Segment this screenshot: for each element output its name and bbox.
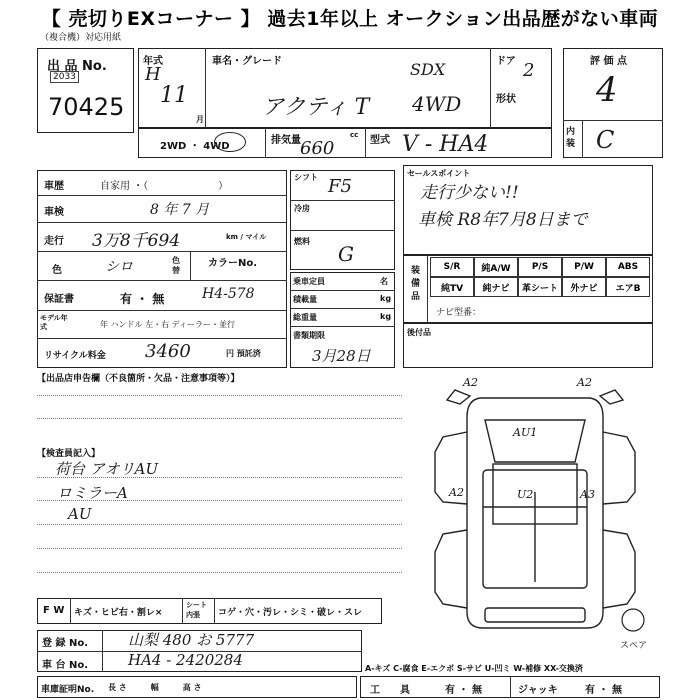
passengers-unit: 名 [380, 277, 388, 286]
ac-label: 冷房 [294, 204, 310, 213]
color-value: シロ [105, 259, 133, 275]
mileage-label: 走行 [44, 236, 64, 247]
jack-value: 有 ・ 無 [585, 685, 622, 696]
warranty-label: 保証書 [44, 294, 74, 305]
type-label: 型式 [370, 135, 390, 146]
equipment-item: 外ナビ [562, 277, 606, 297]
type-value: V - HA4 [402, 132, 489, 157]
evaluation-score: 4 [596, 70, 618, 110]
equipment-item: 革シート [518, 277, 562, 297]
header-title: 【 売切りEXコーナー 】 過去1年以上 オークション出品歴がない車両 [41, 8, 659, 30]
mark-a2-left: A2 [463, 376, 478, 389]
model-year-value: 年 ハンドル 左・右 ディーラー・並行 [100, 320, 235, 329]
model-drive: 4WD [412, 92, 462, 116]
navi-label: ナビ型番： [436, 308, 482, 318]
mark-a2-right: A2 [577, 376, 592, 389]
tools-label: 工 具 [370, 685, 410, 696]
shift-label: シフト [294, 173, 318, 182]
reg-value: 山梨 480 お 5777 [128, 631, 255, 649]
inspection-label: 車検 [44, 207, 64, 218]
recycle-unit: 円 預託済 [226, 349, 261, 358]
inspector-label: 【検査員記入】 [37, 449, 101, 459]
spare-tire-icon [622, 609, 644, 631]
mark-a3: A3 [580, 488, 595, 501]
notes-label: 【出品店申告欄（不良箇所・欠品・注意事項等）】 [37, 374, 240, 384]
shift-value: F5 [328, 176, 352, 197]
chassis-label: 車 台 No. [42, 660, 89, 671]
recycle-value: 3460 [145, 341, 191, 362]
history-label: 車歴 [44, 181, 64, 192]
sales-points-line1: 走行少ない!! [420, 183, 519, 203]
model-year-label: モデル年式 [40, 314, 68, 331]
damage-legend: A-キズ C-腐食 E-エクボ S-サビ U-凹ミ W-補修 XX-交換済 [365, 664, 583, 673]
year-label: 年式 [143, 56, 163, 67]
interior-value: C [596, 126, 615, 154]
displacement-label: 排気量 [271, 135, 301, 146]
year-era: H [145, 64, 161, 85]
lot-label: 出 品 No. [47, 59, 107, 74]
drivetype: 2WD ・ 4WD [160, 141, 230, 152]
mirror-left [447, 390, 470, 404]
color-code-label: 色替 [172, 256, 180, 275]
warranty-value: 有 ・ 無 [120, 292, 165, 306]
gross-unit: kg [380, 312, 392, 321]
equipment-item: P/S [518, 257, 562, 277]
equipment-item: 純ナビ [474, 277, 518, 297]
inspector-line3: AU [68, 505, 92, 523]
fw-label: F W [43, 605, 65, 616]
fuel-label: 燃料 [294, 237, 310, 246]
tools-value: 有 ・ 無 [445, 685, 482, 696]
inspection-value: 8 年 7 月 [150, 202, 210, 218]
sales-points-label: セールスポイント [407, 169, 471, 178]
garage-items: 長 さ 幅 高 さ [108, 683, 202, 692]
displacement-unit: cc [350, 131, 359, 139]
color-label: 色 [52, 265, 62, 276]
mark-au1: AU1 [513, 426, 538, 439]
interior-label: 内装 [566, 127, 576, 149]
model-name: アクティ T [262, 95, 370, 120]
displacement-value: 660 [300, 138, 335, 159]
equipment-item: ABS [606, 257, 650, 277]
load-label: 積載量 [293, 295, 317, 304]
evaluation-label: 評 価 点 [590, 56, 627, 67]
passengers-label: 乗車定員 [293, 277, 325, 286]
seat-value: コゲ・穴・汚レ・シミ・破レ・スレ [218, 608, 363, 618]
mark-a2-side: A2 [449, 486, 464, 499]
year-month: 月 [196, 115, 204, 124]
jack-label: ジャッキ [518, 685, 558, 696]
lot-number: 70425 [48, 93, 125, 121]
deadline-label: 書類期限 [293, 331, 325, 340]
equipment-item: P/W [562, 257, 606, 277]
recycle-label: リサイクル料金 [44, 351, 106, 361]
car-diagram [405, 372, 665, 634]
aftermarket-label: 後付品 [407, 328, 431, 337]
lot-tag: 2033 [50, 71, 79, 83]
mark-u2: U2 [517, 488, 534, 501]
deadline-value: 3月28日 [312, 347, 371, 365]
aftermarket-box [403, 323, 653, 368]
equipment-item: エアB [606, 277, 650, 297]
equipment-item: S/R [430, 257, 474, 277]
inspector-line2: ロミラーA [57, 484, 128, 502]
equipment-label: 装備品 [411, 266, 421, 302]
seat-label: シート内張 [186, 601, 207, 619]
doors-label: ドア [496, 56, 516, 67]
mileage-unit: km / マイル [226, 233, 267, 241]
shape-label: 形状 [496, 94, 516, 105]
garage-label: 車庫証明No. [41, 685, 95, 695]
sales-points-line2: 車検 R8年7月8日まで [418, 210, 588, 230]
warranty-code: H4-578 [202, 286, 255, 302]
spare-label: スペア [620, 641, 648, 651]
history-value: 自家用 ・（ ） [100, 181, 229, 192]
mileage-value: 3万8千694 [92, 231, 181, 251]
color-no-label: カラーNo. [208, 258, 258, 269]
fuel-value: G [338, 242, 354, 266]
model-grade: SDX [410, 60, 446, 79]
inspector-line1: 荷台 アオリAU [55, 460, 159, 478]
equipment-item: 純TV [430, 277, 474, 297]
year-value: 11 [160, 83, 188, 108]
chassis-value: HA4 - 2420284 [128, 651, 243, 669]
4wd-circle [214, 132, 246, 152]
fw-value: キズ・ヒビ右・割レ× [74, 608, 163, 618]
load-unit: kg [380, 294, 392, 303]
mirror-right [600, 390, 623, 404]
gross-label: 総重量 [293, 313, 317, 322]
lot-box [37, 48, 134, 133]
model-label: 車名・グレード [212, 56, 282, 67]
equipment-item: 純A/W [474, 257, 518, 277]
doors-value: 2 [523, 60, 535, 81]
header-subtitle: （複合機）対応用紙 [40, 33, 122, 43]
reg-label: 登 録 No. [42, 638, 89, 649]
